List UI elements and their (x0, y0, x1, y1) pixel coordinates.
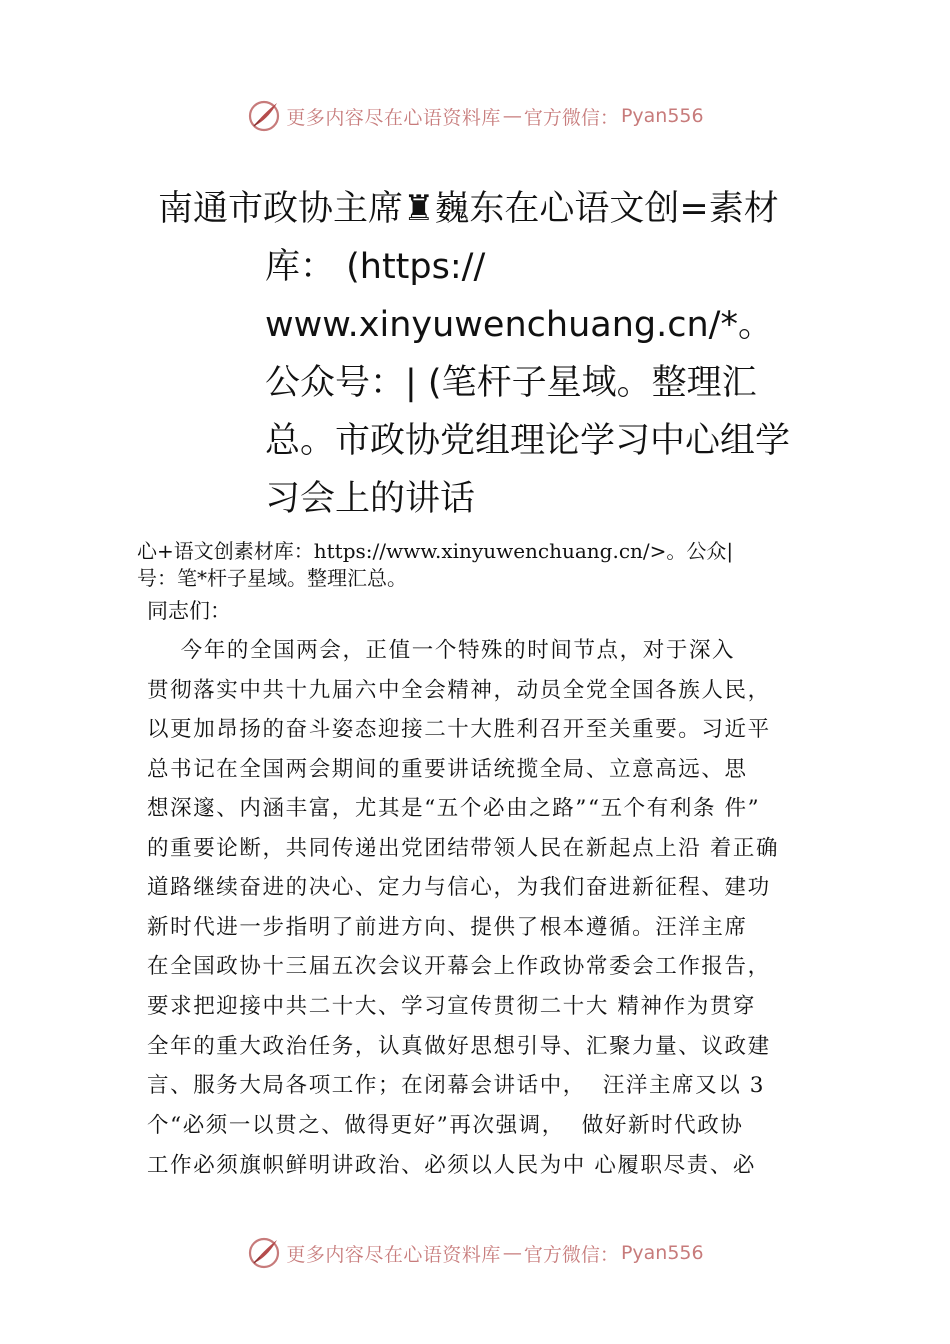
watermark-label: 官方微信： (523, 1243, 619, 1266)
watermark-dash: — (502, 1242, 522, 1264)
title-line-1: 南通市政协主席♜巍东在心语文创=素材 (158, 189, 779, 229)
body-line-1: 今年的全国两会，正值一个特殊的时间节点，对于深入 (147, 638, 736, 663)
body-line-8: 新时代进一步指明了前进方向、提供了根本遵循。汪洋主席 (147, 915, 748, 940)
watermark-handle: Pyan556 (620, 105, 704, 127)
watermark-handle: Pyan556 (620, 1242, 704, 1264)
body-line-13: 个“必须一以贯之、做得更好”再次强调， 做好新时代政协 (147, 1113, 744, 1138)
title-line-5: 总。市政协党组理论学习中心组学 (265, 421, 791, 461)
body-line-2: 贯彻落实中共十九届六中全会精神，动员全党全国各族人民， (147, 678, 771, 703)
watermark-header (0, 96, 950, 136)
body-line-14: 工作必须旗帜鲜明讲政治、必须以人民为中 心履职尽责、必 (147, 1153, 757, 1178)
watermark-label: 官方微信： (523, 106, 619, 129)
title-line-2: 库： (https:// (265, 247, 486, 287)
watermark-footer (0, 1233, 950, 1273)
body-line-7: 道路继续奋进的决心、定力与信心，为我们奋进新征程、建功 (147, 875, 771, 900)
title-line-6: 习会上的讲话 (265, 479, 476, 519)
body-line-3: 以更加昂扬的奋斗姿态迎接二十大胜利召开至关重要。习近平 (147, 717, 771, 742)
quill-logo-icon (246, 1235, 282, 1271)
watermark-main-text: 更多内容尽在心语资料库 (286, 1243, 501, 1266)
quill-logo-icon (246, 98, 282, 134)
body-line-6: 的重要论断，共同传递出党团结带领人民在新起点上沿 着正确 (147, 836, 780, 861)
watermark-dash: — (502, 105, 522, 127)
body-line-10: 要求把迎接中共二十大、学习宣传贯彻二十大 精神作为贯穿 (147, 994, 757, 1019)
body-line-9: 在全国政协十三届五次会议开幕会上作政协常委会工作报告， (147, 954, 771, 979)
meta-line-2: 号：笔*杆子星域。整理汇总。 (137, 566, 407, 590)
meta-line-1: 心+语文创素材库：https://www.xinyuwenchuang.cn/>。公众| (137, 539, 734, 563)
title-line-4: 公众号：| (笔杆子星域。整理汇 (265, 363, 757, 403)
title-line-3: www.xinyuwenchuang.cn/*。 (265, 305, 773, 345)
watermark-main-text: 更多内容尽在心语资料库 (286, 106, 501, 129)
body-line-4: 总书记在全国两会期间的重要讲话统揽全局、立意高远、思 (147, 757, 748, 782)
greeting: 同志们： (147, 599, 231, 623)
body-line-5: 想深邃、内涵丰富，尤其是“五个必由之路”“五个有利条 件” (147, 796, 761, 821)
body-line-12: 言、服务大局各项工作；在闭幕会讲话中， 汪洋主席又以 3 (147, 1073, 766, 1098)
body-line-11: 全年的重大政治任务，认真做好思想引导、汇聚力量、议政建 (147, 1034, 771, 1059)
